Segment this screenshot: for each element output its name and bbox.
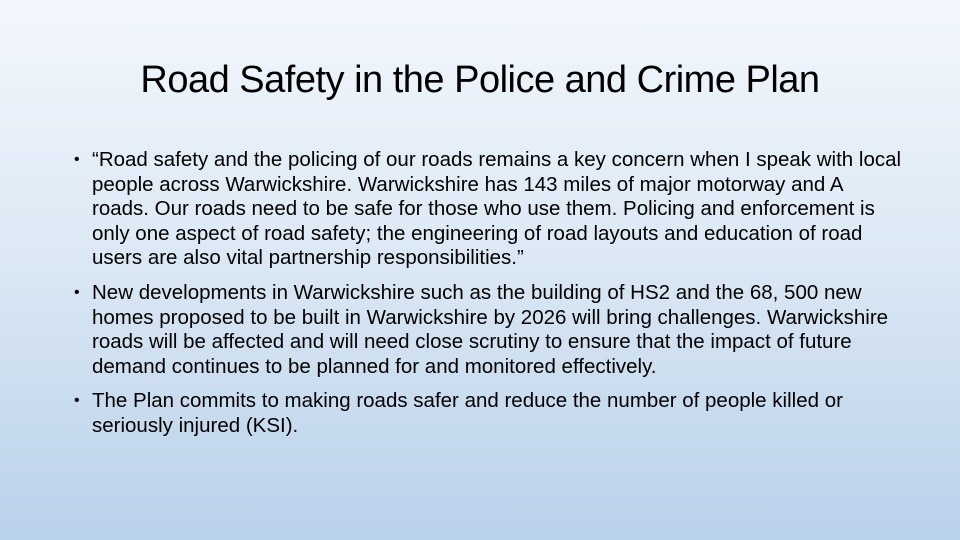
bullet-dot-icon: • (74, 151, 80, 168)
bullet-item (74, 389, 904, 438)
bullet-list (74, 148, 904, 449)
bullet-text: The Plan commits to making roads safer and reduce the number of people killed or seriously injured (KSI). (92, 389, 843, 437)
bullet-dot-icon: • (74, 283, 80, 301)
bullet-text: “Road safety and the policing of our roads remains a key concern when I speak with local people across Warwickshire. Warwickshire has 143 miles of major motorway and A roads. Our roads need to be safe for those who use them. Policing and enforcement is only one aspect of road safety; the engineering of road layouts and education of road users are also vital partnership responsibilities.” (92, 148, 902, 270)
bullet-item (74, 281, 904, 379)
bullet-item (74, 148, 904, 271)
bullet-dot-icon: • (74, 392, 80, 410)
slide-title: Road Safety in the Police and Crime Plan (140, 59, 820, 101)
bullet-text: New developments in Warwickshire such as the building of HS2 and the 68, 500 new homes proposed to be built in Warwickshire by 2026 will bring challenges. Warwickshire roads will be affected and will need close scrutiny to ensure that the impact of future demand continues to be planned for and monitored effectively. (92, 280, 889, 378)
